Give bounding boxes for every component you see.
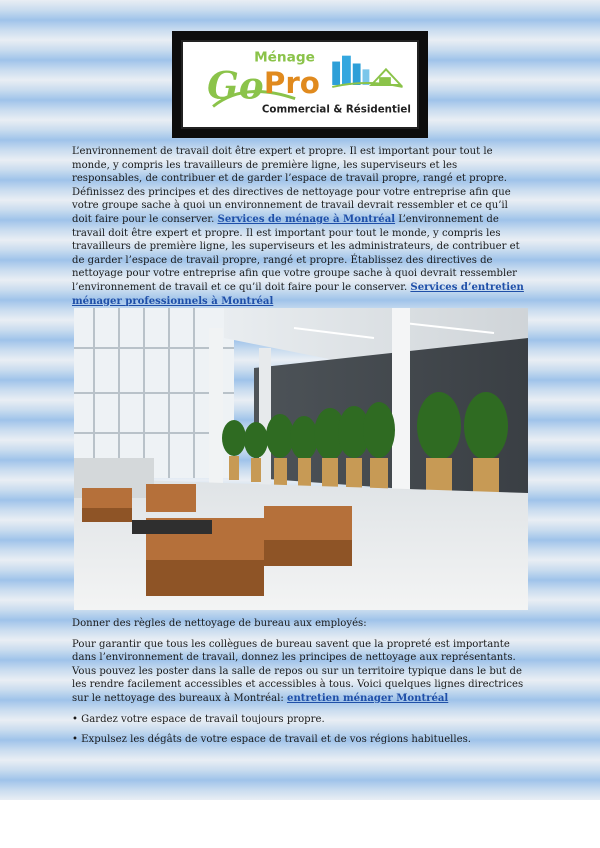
intro-text-1: L’environnement de travail doit être expert et propre. Il est important pour tout le monde, y compris les travailleurs de première ligne, les superviseurs et les responsables, de contribuer et de garder l’espace de travail propre, rangé et propre. Définissez des principes et des directives de nettoyage pour votre entreprise afin que votre groupe sache à quoi un environnement de travail devrait ressembler et ce qu’il doit faire pour le conserver. <box>72 146 511 225</box>
logo-frame <box>172 31 428 138</box>
link-services-entretien[interactable]: Services d’entretien ménager professionnels à Montréal <box>72 281 524 307</box>
logo-tagline: Commercial & Résidentiel <box>261 103 411 116</box>
intro-paragraph <box>72 145 529 308</box>
logo-brand-go: Go <box>207 63 264 108</box>
logo-brand-top: Ménage <box>254 49 315 66</box>
rules-text: Pour garantir que tous les collègues de bureau savent que la propreté est importante dans l’environnement de travail, donnez les principes de nettoyage aux représentants. Vous pouvez les poster dans la salle de repos ou sur un territoire typique dans le but de les rendre facilement accessibles et accessibles à tous. Voici quelques lignes directrices sur le nettoyage des bureaux à Montréal: <box>72 638 524 704</box>
buildings-icon <box>332 56 402 87</box>
bullet-item-1: • Gardez votre espace de travail toujours propre. <box>72 713 325 725</box>
link-services-menage[interactable]: Services de ménage à Montréal <box>217 213 396 225</box>
company-logo <box>181 40 419 129</box>
rules-paragraph <box>72 638 529 706</box>
rules-heading: Donner des règles de nettoyage de bureau aux employés: <box>72 618 367 629</box>
link-entretien-menager[interactable]: entretien ménager Montréal <box>287 692 449 704</box>
logo-brand-pro: Pro <box>263 65 320 100</box>
office-lobby-photo <box>74 308 528 610</box>
intro-text-2: L’environnement de travail doit être expert et propre. Il est important pour tout le monde, y compris les travailleurs de première ligne, les superviseurs et les administrateurs, de contribuer et de garder l’espace de travail propre, rangé et propre. Établissez des directives de nettoyage pour votre entreprise afin que votre groupe sache à quoi devrait ressembler l’environnement de travail et ce qu’il doit faire pour le conserver. <box>72 213 520 293</box>
rules-section <box>72 617 529 754</box>
bullet-item-2: • Expulsez les dégâts de votre espace de travail et de vos régions habituelles. <box>72 734 471 746</box>
intro-section <box>72 145 529 315</box>
